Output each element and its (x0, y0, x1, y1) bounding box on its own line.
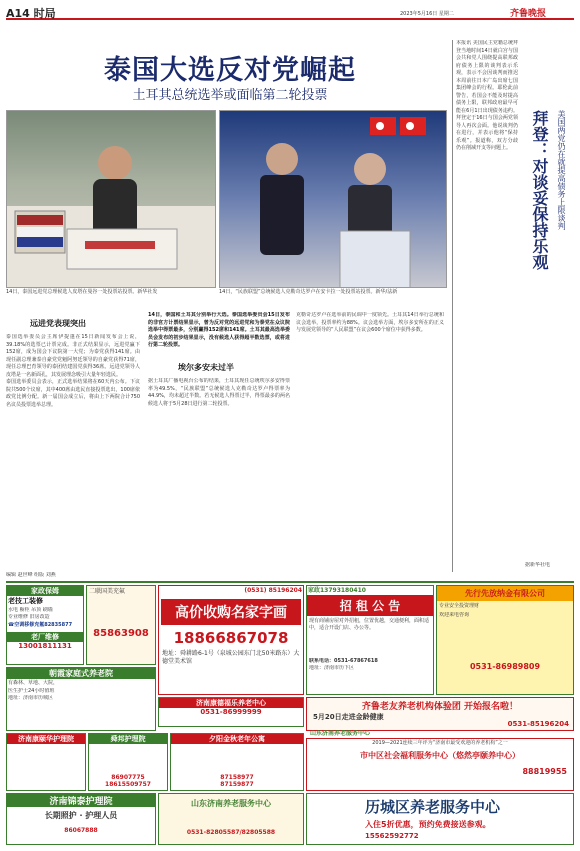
ad-appliance (86, 585, 156, 665)
ad-home-b-phone-1: 86907775 (111, 774, 145, 781)
ad-bottom-b (158, 793, 304, 845)
ad-bottom-b-title: 山东济南养老服务中心 (191, 799, 271, 808)
ad-bottom-a-sub: 长期照护 · 护理人员 (44, 811, 118, 820)
ad-home-c-phone-1: 87158977 (220, 774, 254, 781)
ad-nursing-b-title: 济南康德福乐养老中心 (159, 698, 303, 708)
photo2-caption: 14日，“民族联盟”总统候选人克勒奇达罗卢在安卡拉一处投票站投票。新华/法新 (219, 289, 398, 295)
section-heading-far-forward: 远进党表现突出 (30, 319, 86, 328)
ad-event-title: 齐鲁老友养老机构体验团 开始报名啦！ (361, 702, 519, 712)
ad-home-repair (6, 585, 84, 665)
ad-home-c-phone-2: 87159877 (220, 781, 254, 788)
article-column-3: 克勒奇达罗卢在选举前的民调中一度领先。土耳其14日举行总统和议会选举，投票率约为88%。议会选举方面，埃尔多安所在的正义与发展党领导的“人民联盟”在议会600个席位中获得多数。 (296, 312, 444, 333)
photo-kilicdaroglu-voting (219, 110, 447, 288)
issue-date: 2023年5月16日 星期二 (400, 11, 454, 17)
ad-finance-line-1: 专业安全投资理财 (439, 603, 480, 609)
ad-home-b-phone-2: 18615509757 (105, 781, 151, 788)
ad-bottom-c-offer: 入住5折优惠，预约免费接送参观。 (365, 820, 491, 829)
ad-finance (436, 585, 574, 695)
ad-welfare-phone: 88819955 (522, 767, 567, 776)
ad-nursing-a-line-1: 有森林、草地、大院， (8, 680, 59, 686)
ad-home-c-title: 夕阳金秋老年公寓 (171, 734, 303, 744)
ad-recruit (306, 585, 434, 695)
ad-finance-phone: 0531-86989809 (469, 662, 541, 671)
ad-elderly-event (306, 697, 574, 731)
ad-bottom-b-phone: 0531-82805587/82805588 (186, 829, 276, 836)
ad-welfare-title: 市中区社会福利服务中心（悠然亭颐养中心） (360, 751, 520, 760)
ad-event-org: 山东济南养老服务中心 (310, 730, 371, 737)
ad-home-a (6, 733, 86, 791)
sidebar-source: 据新华社电 (525, 562, 551, 568)
ad-nursing-b-phone: 0531-86999999 (200, 708, 262, 716)
ad-home-b-title: 舜邦护理院 (89, 734, 167, 744)
ad-event-phone: 0531-85196204 (507, 720, 569, 728)
ad-subtitle: 老厂维修 (7, 632, 83, 642)
ballot-box-scene-illustration (220, 111, 447, 288)
section-heading-erdogan: 埃尔多安未过半 (178, 363, 234, 372)
sidebar-article-body: 本报讯 美国民主党籍总统拜登当地时间14日就白宫与国会共和党人围绕提高联邦政府债务上限的谈判表示乐观，表示不会因谈判而推迟本周前往日本广岛出席七国集团峰会的行程。耶伦此前警告，若国会不能及时提高债务上限，联邦政府最早可能在6月1日出现债务违约。拜登定于16日与国会两党领导人再次会面。他说谈判仍在进行，并表示他将“保持乐观”。报道称，双方分歧仍在削减开支等问题上。 (456, 40, 518, 151)
article-para-1: 泰国选举委员会主席伊提蓬在15日新闻发布会上说，39.18%的选票已计票完成。非正式结果显示，远进党赢下152席，成为国会下议院第一大党；为泰党获得141席。由现任副总理兼泰自豪党党魁阿努廷领导的自豪党获得71席，现任总理巴育领导的泰团结建国党获得36席。远进党领导人皮塔是一名新面孔，其发展理念吸引大量年轻选民。 (6, 334, 140, 378)
ad-recruit-line-1: 现有商铺房屋对外招租，位置优越，交通便利，面积适中，适合开设门店、办公等。 (309, 618, 430, 631)
article-lead: 14日，泰国和土耳其分别举行大选。泰国选举委员会15日发布的非官方计票结果显示，曾为反对党的远进党和为泰党在众议院选举中得票最多，分别赢得152席和141席。土耳其最高选举委员会发布的初步结果显示，没有候选人获得超半数选票，或将进行第二轮投票。 (148, 312, 290, 348)
sidebar-headline: 拜登：对谈妥保持乐观 (530, 110, 549, 270)
ad-line-2: 水电 橱柜 吊顶 刷墙 (8, 607, 53, 613)
newspaper-brand: 齐鲁晚报 (510, 9, 547, 19)
ad-nursing-b (158, 697, 304, 727)
photo1-caption: 14日，泰国远进党总理候选人皮塔在曼谷一处投票站投票。新华社发 (6, 289, 158, 295)
page-number: A14 时局 (6, 7, 56, 20)
ad-art-banner: 高价收购名家字画 (161, 599, 301, 625)
ad-bottom-a-title: 济南锦泰护理院 (7, 794, 155, 807)
ad-line-3: 专业维修 旧房改造 (8, 614, 50, 620)
ad-art-buyer (158, 585, 304, 695)
article-para-2: 泰国选举委员会表示，正式选举结果将在60天内公布。下议院共500个议席，其中400席由选民直接投票选出，100席依政党比例分配。新一届国会成立后，将由上下两院合计750名议员投票选举总理。 (6, 379, 140, 408)
ad-recruit-title: 招 租 公 告 (307, 595, 433, 616)
ad-recruit-line-3: 地址：济南市历下区 (309, 665, 355, 671)
article-column-2: 据土耳其广播电视台公布的结果，土耳其现任总统埃尔多安得票率为49.5%，“民族联盟”总统候选人克勒奇达罗卢得票率为44.9%，均未超过半数。若无候选人得票过半，得票最多的两名候选人将于5月28日进行第二轮投票。 (148, 378, 290, 407)
ad-nursing-a (6, 667, 156, 731)
ad-nursing-a-line-3: 地址：济南市历城区 (8, 695, 54, 701)
ad-welfare-center (306, 738, 574, 791)
main-headline: 泰国大选反对党崛起 (104, 55, 356, 86)
article-column-1 (6, 334, 140, 570)
ad-event-line: 5月20日走进金龄健康 (313, 713, 384, 721)
ad-art-phone: 18866867078 (173, 629, 289, 647)
ad-bottom-c (306, 793, 574, 845)
ad-bottom-a (6, 793, 156, 845)
ad-appliance-phone: 85863908 (93, 628, 149, 639)
ad-phone: 13001811131 (18, 642, 72, 650)
voting-scene-illustration (7, 111, 216, 288)
family-phone: 家政13793180410 (308, 587, 366, 594)
ad-home-a-title: 济南康颐华护理院 (7, 734, 85, 744)
ad-art-address: 地址：舜耕路6-1号（泉城公园东门北50米路东）大德堂美术馆 (162, 650, 300, 665)
main-subheadline: 土耳其总统选举或面临第二轮投票 (132, 88, 328, 103)
column-divider (452, 40, 453, 572)
ad-home-c (170, 733, 304, 791)
ad-nursing-a-line-2: 医生护士24小时值班 (8, 688, 55, 694)
page-header-rule (6, 6, 574, 20)
ad-appliance-line-1: 二联国美充氟 (89, 588, 126, 595)
ad-nursing-a-title: 朝霞家庭式养老院 (7, 668, 155, 679)
ad-home-b (88, 733, 168, 791)
ad-line-1: 老技工装修 (8, 597, 43, 605)
ad-bottom-c-title: 历城区养老服务中心 (365, 798, 501, 816)
sidebar-deck: 美国两党仍在就提高债务上限谈判 (557, 110, 566, 230)
ad-welfare-sub: 2019—2021连续三年评为“济南市最受欢迎的养老机构”之一 (372, 740, 508, 746)
photo-pita-voting (6, 110, 216, 288)
ads-divider (6, 581, 574, 583)
ad-finance-title: 先行先放纳金有限公司 (437, 586, 573, 601)
editor-credit: 编辑 赵世峰 组版 刘燕 (6, 572, 56, 578)
ad-title: 家政保姆 (7, 586, 83, 596)
ad-bottom-c-phone: 15562592772 (365, 832, 419, 840)
classified-phone: (0531) 85196204 (244, 587, 302, 594)
ad-phone-text: ☎空调移修充氟82835877 (8, 622, 73, 628)
ad-bottom-a-phone: 86067888 (64, 827, 98, 834)
ad-recruit-line-2: 联系电话：0531-67867618 (309, 658, 378, 664)
ad-finance-line-2: 欢迎来电咨询 (439, 612, 470, 618)
